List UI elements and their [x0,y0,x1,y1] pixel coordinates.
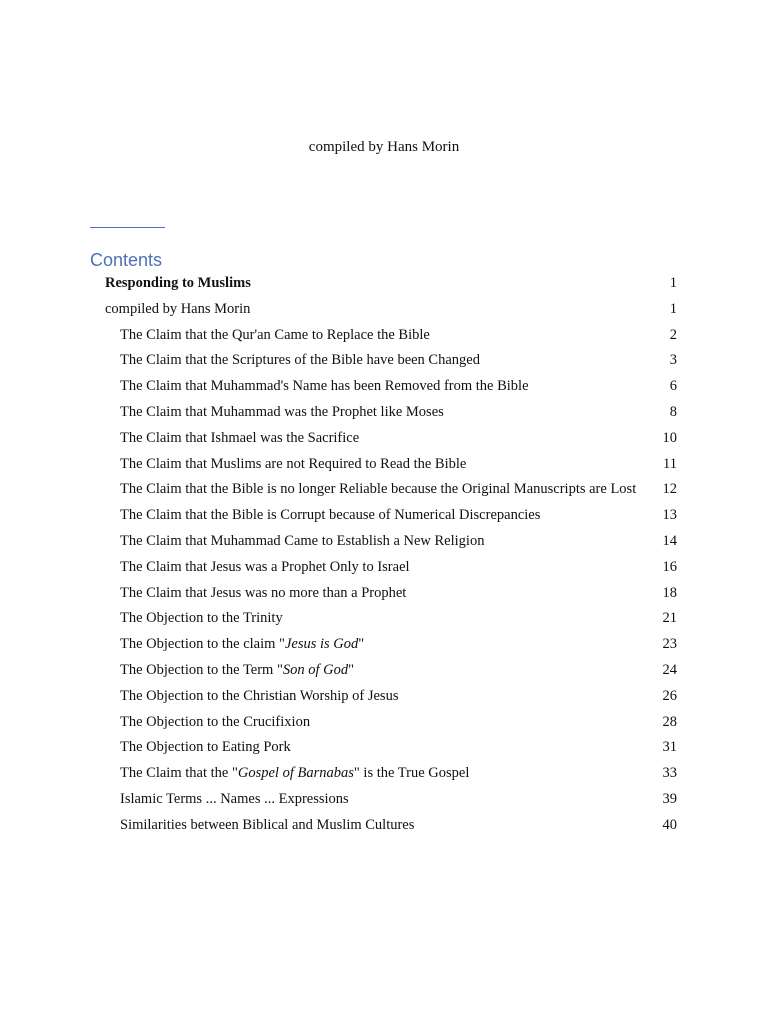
toc-entry[interactable] [0,503,768,529]
toc-entry-title[interactable] [120,374,529,400]
toc-entry-title[interactable] [105,297,250,323]
toc-entry[interactable] [0,813,768,839]
toc-entry-title-text: " [358,636,365,653]
toc-entry[interactable] [0,581,768,607]
toc-entry-page-number: 6 [669,378,677,395]
toc-entry-title-text: compiled by Hans Morin [105,300,251,317]
toc-entry-title[interactable] [120,477,636,503]
toc-entry-title[interactable] [120,529,484,555]
toc-entry-title-italic: Gospel of Barnabas [237,765,354,782]
toc-entry-title[interactable] [120,632,364,658]
toc-entry-title-text: The Objection to the Crucifixion [120,713,311,730]
toc-entry-page-number: 13 [662,507,677,524]
toc-entry-title-text: Similarities between Biblical and Muslim Cultures [120,816,415,833]
toc-entry-title[interactable] [120,503,540,529]
toc-entry-page-number: 24 [662,661,677,678]
toc-entry-title-italic: Son of God [282,661,349,678]
toc-entry-title[interactable] [120,323,430,349]
toc-entry-title[interactable] [120,606,283,632]
toc-entry-title-text: Responding to Muslims [105,275,251,291]
toc-entry[interactable] [0,632,768,658]
toc-entry-page-number: 40 [662,816,677,833]
toc-entry[interactable] [0,555,768,581]
toc-entry-title-text: Islamic Terms ... Names ... Expressions [120,790,349,807]
toc-entry-title-text: The Claim that Muhammad's Name has been Removed from the Bible [120,378,529,395]
toc-entry-title[interactable] [105,271,251,297]
toc-entry[interactable] [0,735,768,761]
toc-entry[interactable] [0,761,768,787]
toc-entry-page-number: 3 [669,352,677,369]
toc-entry[interactable] [0,684,768,710]
toc-entry-title-text: The Objection to the claim " [120,636,285,653]
toc-entry[interactable] [0,606,768,632]
toc-entry-page-number: 2 [669,326,677,343]
toc-entry[interactable] [0,374,768,400]
toc-entry[interactable] [0,400,768,426]
toc-entry-page-number: 28 [662,713,677,730]
toc-entry[interactable] [0,348,768,374]
toc-list [0,271,768,839]
toc-entry-title-text: The Claim that the " [120,765,238,782]
toc-entry[interactable] [0,658,768,684]
toc-entry[interactable] [0,452,768,478]
toc-entry[interactable] [0,710,768,736]
toc-entry[interactable] [0,271,768,297]
toc-entry-page-number: 23 [662,636,677,653]
toc-entry-title-text: The Objection to the Christian Worship of Jesus [120,687,399,704]
byline: compiled by Hans Morin [308,139,460,155]
toc-entry-page-number: 39 [662,790,677,807]
heading-rule [90,227,165,228]
toc-entry[interactable] [0,323,768,349]
toc-entry-title[interactable] [120,658,354,684]
toc-entry-title[interactable] [120,813,414,839]
toc-heading: Contents [90,250,163,270]
toc-entry-page-number: 10 [662,429,677,446]
toc-entry-page-number: 11 [663,455,677,472]
toc-entry-page-number: 33 [662,765,677,782]
toc-entry-title-text: The Objection to the Term " [120,661,283,678]
toc-entry-page-number: 16 [662,558,677,575]
toc-entry[interactable] [0,477,768,503]
toc-entry-title[interactable] [120,787,349,813]
toc-entry-title-text: The Claim that Ishmael was the Sacrifice [120,429,360,446]
toc-entry-title-text: " [348,661,355,678]
toc-entry-title[interactable] [120,735,291,761]
toc-entry[interactable] [0,426,768,452]
toc-entry-title[interactable] [120,761,469,787]
toc-entry-title-text: The Claim that Jesus was no more than a Prophet [120,584,407,601]
toc-entry-title-text: " is the True Gospel [353,765,470,782]
toc-entry-title-text: The Claim that Muslims are not Required to Read the Bible [120,455,467,472]
toc-entry-page-number: 14 [662,532,677,549]
toc-entry-title[interactable] [120,710,310,736]
toc-entry-title-text: The Claim that the Bible is no longer Reliable because the Original Manuscripts are Lost [120,481,637,498]
toc-entry-page-number: 18 [662,584,677,601]
toc-entry[interactable] [0,297,768,323]
toc-entry-title-text: The Claim that the Scriptures of the Bible have been Changed [120,352,480,369]
toc-entry-title[interactable] [120,581,406,607]
toc-entry-title-text: The Claim that Muhammad was the Prophet like Moses [120,403,444,420]
toc-entry-title[interactable] [120,400,444,426]
toc-entry-title[interactable] [120,426,359,452]
toc-entry-title[interactable] [120,684,398,710]
toc-entry-title[interactable] [120,555,410,581]
toc-entry-title-text: The Objection to Eating Pork [120,739,291,756]
toc-entry-page-number: 21 [662,610,677,627]
toc-entry[interactable] [0,787,768,813]
toc-entry-page-number: 8 [669,403,677,420]
toc-entry-page-number: 1 [669,275,677,291]
toc-entry-title-text: The Claim that the Qur'an Came to Replace the Bible [120,326,430,343]
toc-entry-title-text: The Claim that Jesus was a Prophet Only to Israel [120,558,410,575]
toc-entry-title-italic: Jesus is God [284,636,359,653]
toc-entry-page-number: 12 [662,481,677,498]
toc-entry-title-text: The Claim that Muhammad Came to Establish a New Religion [120,532,485,549]
toc-entry-title-text: The Claim that the Bible is Corrupt because of Numerical Discrepancies [120,507,541,524]
toc-entry-page-number: 31 [662,739,677,756]
toc-entry-page-number: 26 [662,687,677,704]
toc-entry[interactable] [0,529,768,555]
toc-entry-title-text: The Objection to the Trinity [120,610,283,627]
toc-entry-title[interactable] [120,452,466,478]
toc-entry-title[interactable] [120,348,480,374]
toc-entry-page-number: 1 [669,300,677,317]
